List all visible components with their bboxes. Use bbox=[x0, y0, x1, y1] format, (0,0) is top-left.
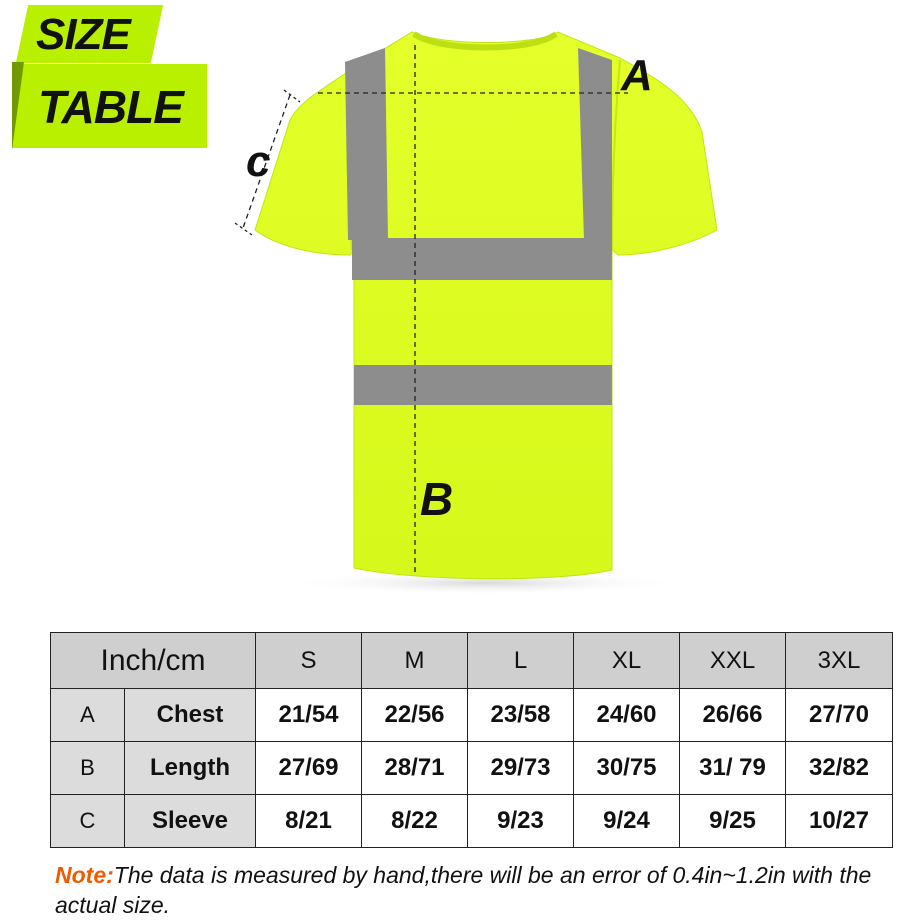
table-cell: 26/66 bbox=[680, 689, 786, 742]
left-reflective-strap bbox=[345, 48, 388, 240]
dimension-label-c: c bbox=[246, 137, 271, 186]
size-header-m: M bbox=[362, 633, 468, 689]
row-label: Length bbox=[125, 742, 256, 795]
table-cell: 8/21 bbox=[256, 795, 362, 848]
size-header-3xl: 3XL bbox=[786, 633, 893, 689]
table-cell: 9/25 bbox=[680, 795, 786, 848]
size-header-s: S bbox=[256, 633, 362, 689]
table-cell: 10/27 bbox=[786, 795, 893, 848]
measurement-note bbox=[55, 860, 895, 920]
table-cell: 24/60 bbox=[574, 689, 680, 742]
row-letter: C bbox=[51, 795, 125, 848]
size-header-xl: XL bbox=[574, 633, 680, 689]
row-letter: B bbox=[51, 742, 125, 795]
table-cell: 27/70 bbox=[786, 689, 893, 742]
table-cell: 28/71 bbox=[362, 742, 468, 795]
table-cell: 30/75 bbox=[574, 742, 680, 795]
table-cell: 31/ 79 bbox=[680, 742, 786, 795]
measure-tick-sleeve-top bbox=[284, 90, 300, 102]
table-cell: 27/69 bbox=[256, 742, 362, 795]
table-row-length bbox=[51, 742, 893, 795]
row-label: Sleeve bbox=[125, 795, 256, 848]
lower-reflective-band bbox=[354, 365, 612, 405]
row-letter: A bbox=[51, 689, 125, 742]
table-cell: 9/23 bbox=[468, 795, 574, 848]
dimension-label-b: B bbox=[420, 473, 454, 525]
table-row-sleeve bbox=[51, 795, 893, 848]
size-table bbox=[50, 632, 893, 848]
size-header-xxl: XXL bbox=[680, 633, 786, 689]
note-label: Note: bbox=[55, 862, 114, 888]
badge-line1: SIZE bbox=[36, 10, 130, 59]
table-cell: 29/73 bbox=[468, 742, 574, 795]
table-cell: 8/22 bbox=[362, 795, 468, 848]
upper-reflective-band bbox=[352, 238, 612, 280]
table-cell: 9/24 bbox=[574, 795, 680, 848]
table-cell: 32/82 bbox=[786, 742, 893, 795]
size-header-l: L bbox=[468, 633, 574, 689]
unit-header: Inch/cm bbox=[51, 633, 256, 689]
dimension-label-a: A bbox=[621, 51, 653, 100]
badge-line2: TABLE bbox=[38, 81, 183, 133]
table-cell: 21/54 bbox=[256, 689, 362, 742]
row-label: Chest bbox=[125, 689, 256, 742]
table-row-chest bbox=[51, 689, 893, 742]
shirt-body bbox=[255, 32, 717, 579]
table-cell: 23/58 bbox=[468, 689, 574, 742]
note-text: The data is measured by hand,there will be an error of 0.4in~1.2in with the actual size. bbox=[55, 862, 872, 918]
table-header-row bbox=[51, 633, 893, 689]
table-cell: 22/56 bbox=[362, 689, 468, 742]
